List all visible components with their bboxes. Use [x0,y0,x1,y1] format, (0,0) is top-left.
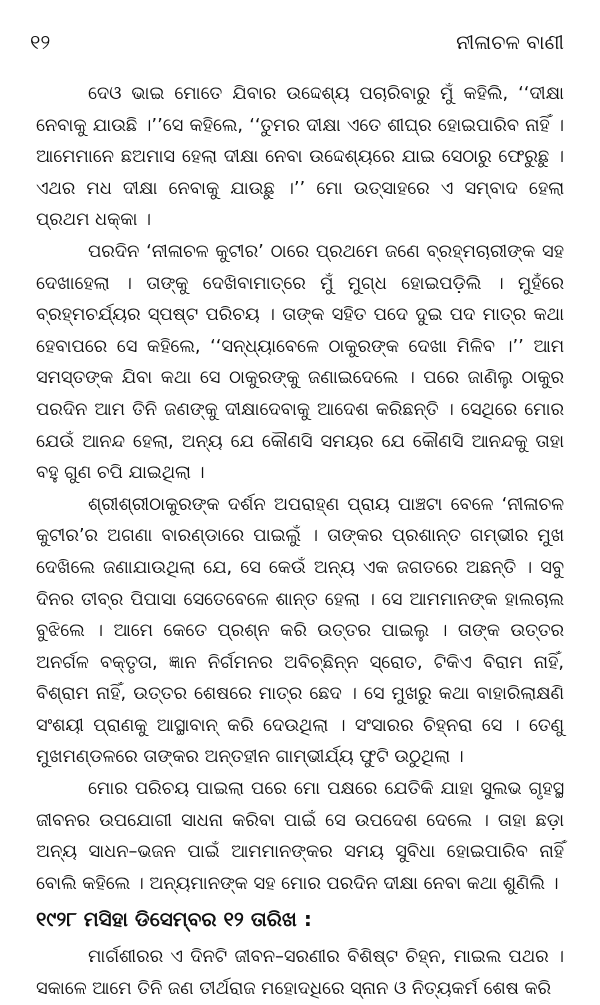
body-text [36,78,564,1005]
paragraph-4: ମୋର ପରିଚୟ ପାଇଲା ପରେ ମୋ ପକ୍ଷରେ ଯେତିକି ଯାହା ସୁଲଭ ଗୃହସ୍ଥ ଜୀବନର ଉପଯୋଗୀ ସାଧନା କରିବା ପାଇଁ ସେ ଉପଦେଶ ଦେଲେ । ତାହା ଛଡ଼ା ଅନ୍ୟ ସାଧନ–ଭଜନ ପାଇଁ ଆମମାନଙ୍କର ସମୟ ସୁବିଧା ହୋଇପାରିବ ନାହିଁ ବୋଲି କହିଲେ । ଅନ୍ୟମାନଙ୍କ ସହ ମୋର ପରଦିନ ଦୀକ୍ଷା ନେବା କଥା ଶୁଣିଲି । [36,778,564,894]
page-number: ୧୨ [30,30,51,54]
page-header [30,30,564,64]
paragraph-3: ଶ୍ରୀଶ୍ରୀଠାକୁରଙ୍କ ଦର୍ଶନ ଅପରାହ୍ଣ ପ୍ରାୟ ପାଞ୍ଚଟା ବେଳେ ‘ନୀଳାଚଳ କୁଟୀର’ର ଅଗଣା ବାରଣ୍ଡାରେ ପାଇଲୁଁ । ତାଙ୍କର ପ୍ରଶାନ୍ତ ଗମ୍ଭୀର ମୁଖ ଦେଖିଲେ ଜଣାଯାଉଥିଲା ଯେ, ସେ କେଉଁ ଅନ୍ୟ ଏକ ଜଗତରେ ଅଛନ୍ତି । ସବୁ ଦିନର ତୀବ୍ର ପିପାସା ସେତେବେଳେ ଶାନ୍ତ ହେଲା । ସେ ଆମମାନଙ୍କ ହାଲଚାଲ ବୁଝିଲେ । ଆମେ କେତେ ପ୍ରଶ୍ନ କରି ଉତ୍ତର ପାଇଲୁ । ତାଙ୍କ ଉତ୍ତର ଅନର୍ଗଳ ବକ୍ତୃତା, ଜ୍ଞାନ ନିର୍ଗମନର ଅବିଚ୍ଛିନ୍ନ ସ୍ରୋତ, ଟିକିଏ ବିରାମ ନାହିଁ, ବିଶ୍ରାମ ନାହିଁ, ଉତ୍ତର ଶେଷରେ ମାତ୍ର ଛେଦ । ସେ ମୁଖରୁ କଥା ବାହାରିଲାକ୍ଷଣି ସଂଶୟୀ ପ୍ରାଣକୁ ଆସ୍ଥାବାନ୍ କରି ଦେଉଥିଲା । ସଂସାରର ଚିହ୍ନରା ସେ । ତେଣୁ ମୁଖମଣ୍ଡଳରେ ତାଙ୍କର ଅନ୍ତହୀନ ଗାମ୍ଭୀର୍ଯ୍ୟ ଫୁଟି ଉଠୁଥିଲା । [36,493,564,768]
running-title: ନୀଳାଚଳ ବାଣୀ [456,30,564,54]
paragraph-2: ପରଦିନ ‘ନୀଳାଚଳ କୁଟୀର’ ଠାରେ ପ୍ରଥମେ ଜଣେ ବ୍ରହ୍ମଚାରୀଙ୍କ ସହ ଦେଖାହେଲା । ତାଙ୍କୁ ଦେଖିବାମାତ୍ରେ ମୁଁ ମୁଗ୍ଧ ହୋଇପଡ଼ିଲି । ମୁହଁରେ ବ୍ରହ୍ମଚର୍ଯ୍ୟର ସ୍ପଷ୍ଟ ପରିଚୟ । ତାଙ୍କ ସହିତ ପଦେ ଦୁଇ ପଦ ମାତ୍ର କଥା ହେବାପରେ ସେ କହିଲେ, ‘‘ସନ୍ଧ୍ୟାବେଳେ ଠାକୁରଙ୍କ ଦେଖା ମିଳିବ ।’’ ଆମ ସମସ୍ତଙ୍କ ଯିବା କଥା ସେ ଠାକୁରଙ୍କୁ ଜଣାଇଦେଲେ । ପରେ ଜାଣିଲୁ ଠାକୁର ପରଦିନ ଆମ ତିନି ଜଣଙ୍କୁ ଦୀକ୍ଷାଦେବାକୁ ଆଦେଶ କରିଛନ୍ତି । ସେଥିରେ ମୋର ଯେଉଁ ଆନନ୍ଦ ହେଲା, ଅନ୍ୟ ଯେ କୌଣସି ସମୟର ଯେ କୌଣସି ଆନନ୍ଦକୁ ତାହା ବହୁ ଗୁଣ ଚପି ଯାଇଥିଲା । [36,240,564,484]
section-heading: ୧୯୨୮ ମସିହା ଡିସେମ୍ବର ୧୨ ତାରିଖ : [36,907,312,932]
paragraph-1: ଦେଓ ଭାଇ ମୋତେ ଯିବାର ଉଦ୍ଦେଶ୍ୟ ପଚାରିବାରୁ ମୁଁ କହିଲି, ‘‘ଦୀକ୍ଷା ନେବାକୁ ଯାଉଛି ।’’ସେ କହିଲେ, ‘‘ତୁମର ଦୀକ୍ଷା ଏତେ ଶୀଘ୍ର ହୋଇପାରିବ ନାହିଁ । ଆମେମାନେ ଛଅମାସ ହେଲା ଦୀକ୍ଷା ନେବା ଉଦ୍ଦେଶ୍ୟରେ ଯାଇ ସେଠାରୁ ଫେରୁଛୁ । ଏଥର ମଧ ଦୀକ୍ଷା ନେବାକୁ ଯାଉଛୁ ।’’ ମୋ ଉତ୍ସାହରେ ଏ ସମ୍ବାଦ ହେଲା ପ୍ରଥମ ଧକ୍କା । [36,83,564,231]
paragraph-5: ମାର୍ଗଶୀରର ଏ ଦିନଟି ଜୀବନ–ସରଣୀର ବିଶିଷ୍ଟ ଚିହ୍ନ, ମାଇଲ ପଥର । ସକାଳେ ଆମେ ତିନି ଜଣ ତୀର୍ଥରାଜ ମହୋଦଧିରେ ସ୍ନାନ ଓ ନିତ୍ୟକର୍ମ ଶେଷ କରି [36,946,564,1000]
